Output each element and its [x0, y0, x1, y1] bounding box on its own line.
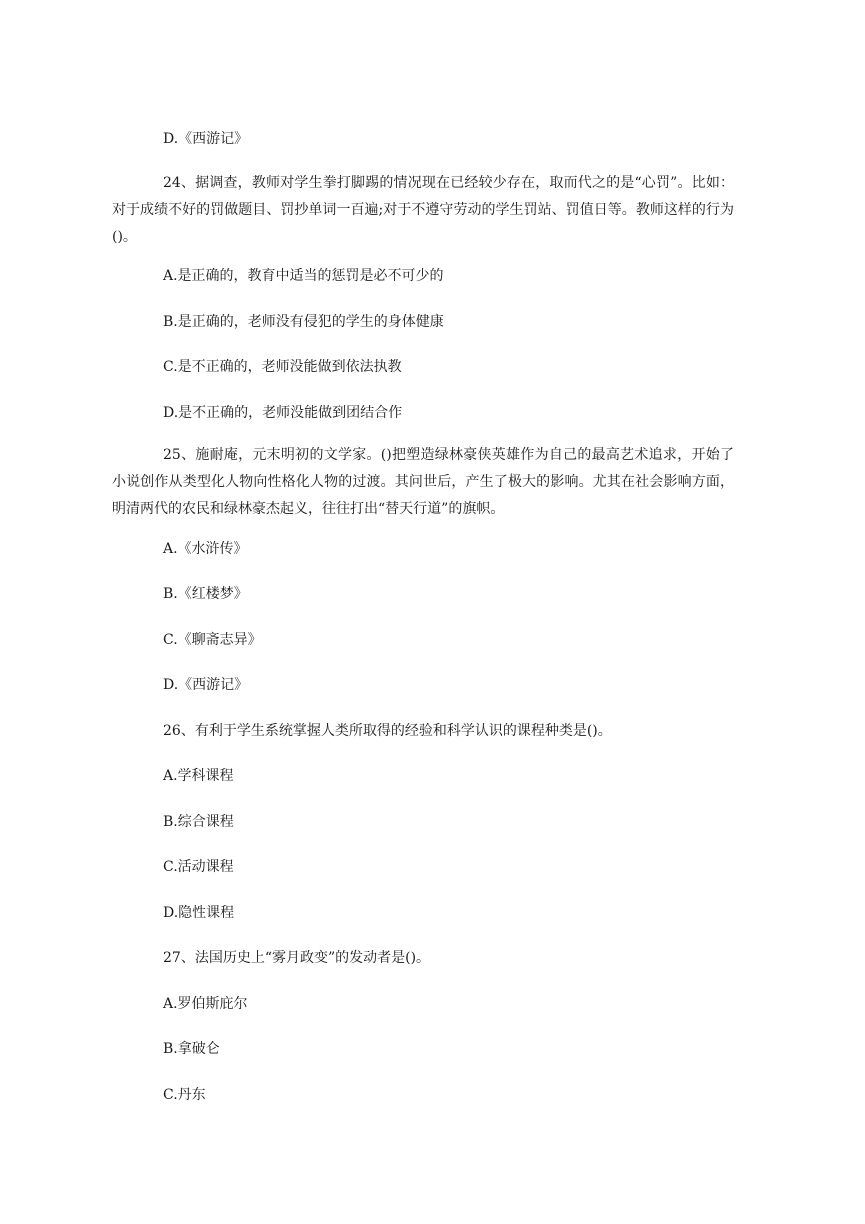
- option-c-q24: C.是不正确的，老师没能做到依法执教: [163, 359, 402, 375]
- question-25: 25、施耐庵，元末明初的文学家。()把塑造绿林豪侠英雄作为自己的最高艺术追求，开始了小说创作从类型化人物向性格化人物的过渡。其问世后，产生了极大的影响。尤其在社会影响方面，明清两代的农民和绿林豪杰起义，往往打出“替天行道”的旗帜。: [112, 447, 734, 517]
- option-b-q27: B.拿破仑: [163, 1041, 220, 1057]
- option-d-q23: D.《西游记》: [163, 131, 249, 147]
- option-a-q27: A.罗伯斯庇尔: [163, 996, 248, 1012]
- option-d-q26: D.隐性课程: [163, 905, 235, 921]
- option-b-q24: B.是正确的，老师没有侵犯的学生的身体健康: [163, 314, 444, 330]
- question-26: 26、有利于学生系统掌握人类所取得的经验和科学认识的课程种类是()。: [163, 723, 612, 739]
- option-c-q26: C.活动课程: [163, 859, 234, 875]
- option-b-q25: B.《红楼梦》: [163, 586, 248, 602]
- option-c-q27: C.丹东: [163, 1087, 206, 1103]
- option-d-q25: D.《西游记》: [163, 677, 249, 693]
- option-a-q24: A.是正确的，教育中适当的惩罚是必不可少的: [163, 268, 444, 284]
- option-c-q25: C.《聊斋志异》: [163, 632, 262, 648]
- option-b-q26: B.综合课程: [163, 814, 234, 830]
- option-a-q25: A.《水浒传》: [163, 541, 248, 557]
- option-d-q24: D.是不正确的，老师没能做到团结合作: [163, 405, 403, 421]
- question-27: 27、法国历史上“雾月政变”的发动者是()。: [163, 950, 431, 966]
- option-a-q26: A.学科课程: [163, 768, 234, 784]
- question-24: 24、据调查，教师对学生拳打脚踢的情况现在已经较少存在，取而代之的是“心罚”。比如：对于成绩不好的罚做题目、罚抄单词一百遍;对于不遵守劳动的学生罚站、罚值日等。教师这样的行为()。: [112, 175, 734, 245]
